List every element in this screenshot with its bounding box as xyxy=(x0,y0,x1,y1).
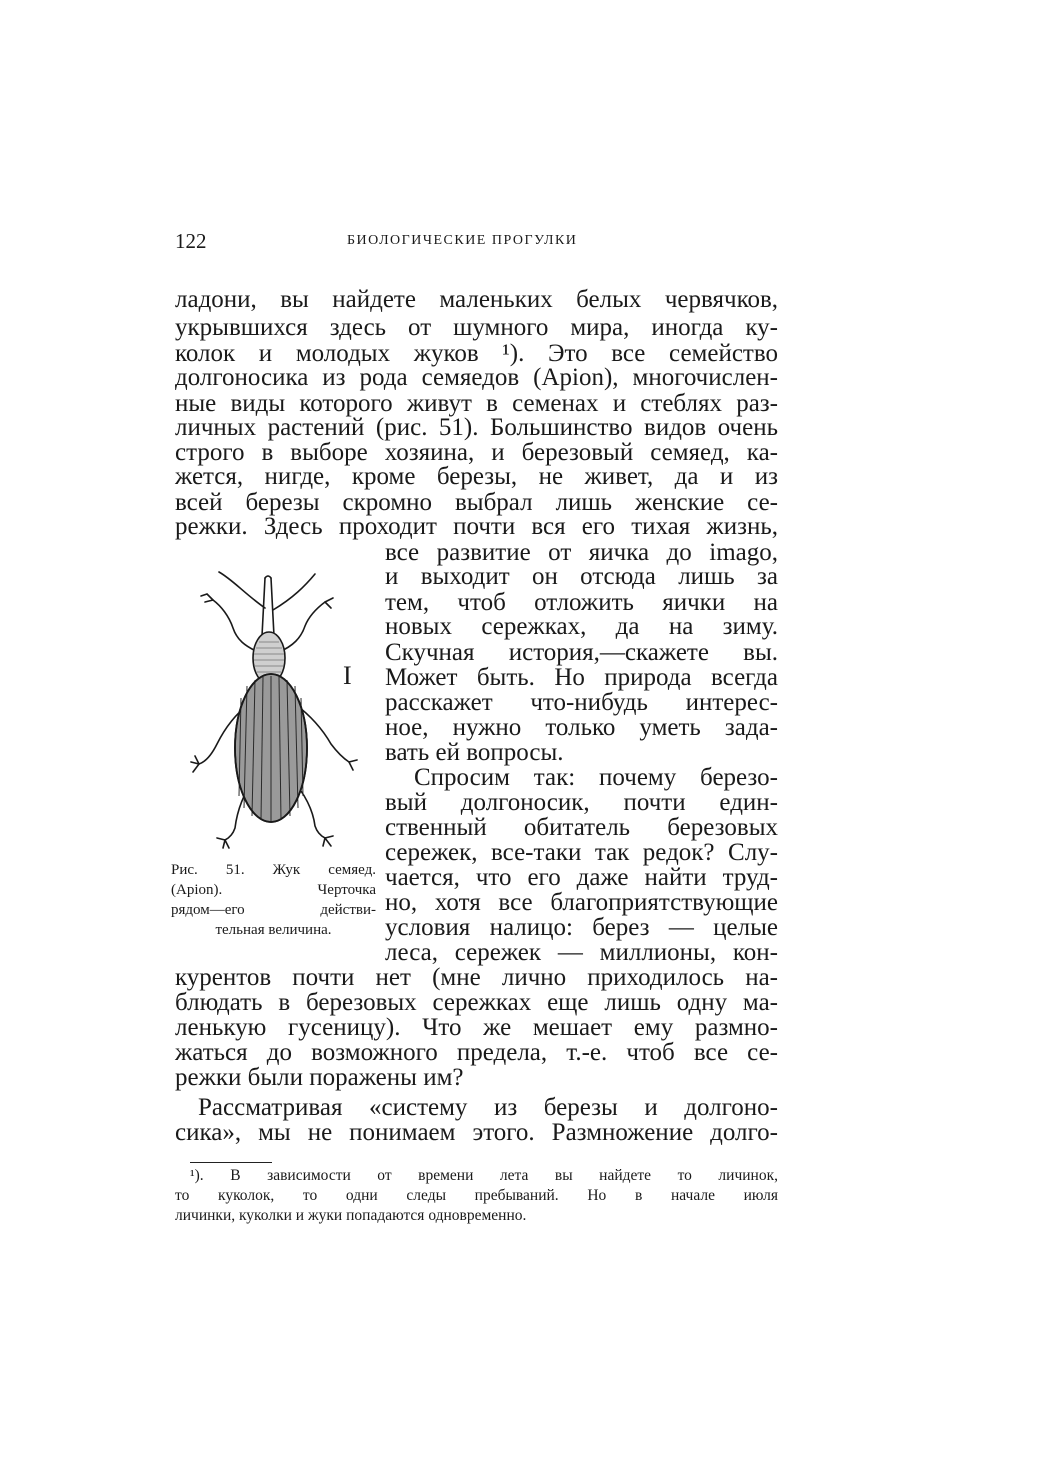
footnote-line: ¹). В зависимости от времени лета вы найдете то личинок, xyxy=(190,1167,778,1184)
text-line: вать ей вопросы. xyxy=(385,739,564,766)
text-line: режки. Здесь проходит почти вся его тихая жизнь, xyxy=(175,513,778,540)
text-line: блюдать в березовых сережках еще лишь одну ма- xyxy=(175,989,778,1016)
page-number: 122 xyxy=(175,229,207,253)
running-title: БИОЛОГИЧЕСКИЕ ПРОГУЛКИ xyxy=(347,233,578,248)
text-line: Скучная история,—скажете вы. xyxy=(385,639,778,666)
text-line: строго в выборе хозяина, и березовый семяед, ка- xyxy=(175,439,778,466)
text-line: жаться до возможного предела, т.-е. чтоб все се- xyxy=(175,1039,778,1066)
text-line: сика», мы не понимаем этого. Размножение долго- xyxy=(175,1119,778,1146)
text-line: сережек, все-таки так редок? Слу- xyxy=(385,839,778,866)
text-line: чается, что его даже найти труд- xyxy=(385,864,778,891)
text-line: укрывшихся здесь от шумного мира, иногда ку- xyxy=(175,314,778,341)
scale-mark: I xyxy=(343,661,352,690)
text-line: всей березы скромно выбрал лишь женские се- xyxy=(175,489,778,516)
figure-caption-line: тельная величина. xyxy=(215,922,332,938)
footnote-line: личинки, куколки и жуки попадаются одновременно. xyxy=(175,1207,527,1224)
text-line: ладони, вы найдете маленьких белых червячков, xyxy=(175,286,778,313)
text-line: режки были поражены им? xyxy=(175,1064,464,1091)
text-line: Может быть. Но природа всегда xyxy=(385,664,778,691)
text-line: ственный обитатель березовых xyxy=(385,814,778,841)
figure-caption-line: (Apion). Черточка xyxy=(171,882,376,898)
text-line: но, хотя все благоприятствующие xyxy=(385,889,778,916)
apion-beetle-illustration xyxy=(183,566,373,856)
text-line: колок и молодых жуков ¹). Это все семейство xyxy=(175,340,778,367)
text-line: Спросим так: почему березо- xyxy=(414,764,778,791)
text-line: личных растений (рис. 51). Большинство видов очень xyxy=(175,414,778,441)
text-line: условия налицо: берез — целые xyxy=(385,914,778,941)
text-line: вый долгоносик, почти един- xyxy=(385,789,778,816)
text-line: новых сережках, да на зиму. xyxy=(385,613,778,640)
text-line: жется, нигде, кроме березы, не живет, да и из xyxy=(175,463,778,490)
text-line: ленькую гусеницу). Что же мешает ему размно- xyxy=(175,1014,778,1041)
figure-caption-line: рядом—его действи- xyxy=(171,902,376,918)
footnote-divider xyxy=(190,1162,272,1163)
figure-caption-line: Рис. 51. Жук семяед. xyxy=(171,862,376,878)
text-line: ные виды которого живут в семенах и стеблях раз- xyxy=(175,390,778,417)
text-line: леса, сережек — миллионы, кон- xyxy=(385,939,778,966)
text-line: долгоносика из рода семяедов (Apion), многочислен- xyxy=(175,364,778,391)
text-line: тем, чтоб отложить яички на xyxy=(385,589,778,616)
text-line: и выходит он отсюда лишь за xyxy=(385,563,778,590)
footnote-line: то куколок, то одни следы пребываний. Но в начале июля xyxy=(175,1187,778,1204)
beetle-figure xyxy=(183,566,373,856)
text-line: все развитие от яичка до imago, xyxy=(385,539,778,566)
text-line: ное, нужно только уметь зада- xyxy=(385,714,778,741)
text-line: курентов почти нет (мне лично приходилось на- xyxy=(175,964,778,991)
text-line: расскажет что-нибудь интерес- xyxy=(385,689,778,716)
text-line: Рассматривая «систему из березы и долгоно- xyxy=(198,1094,778,1121)
page-header xyxy=(0,229,1038,259)
